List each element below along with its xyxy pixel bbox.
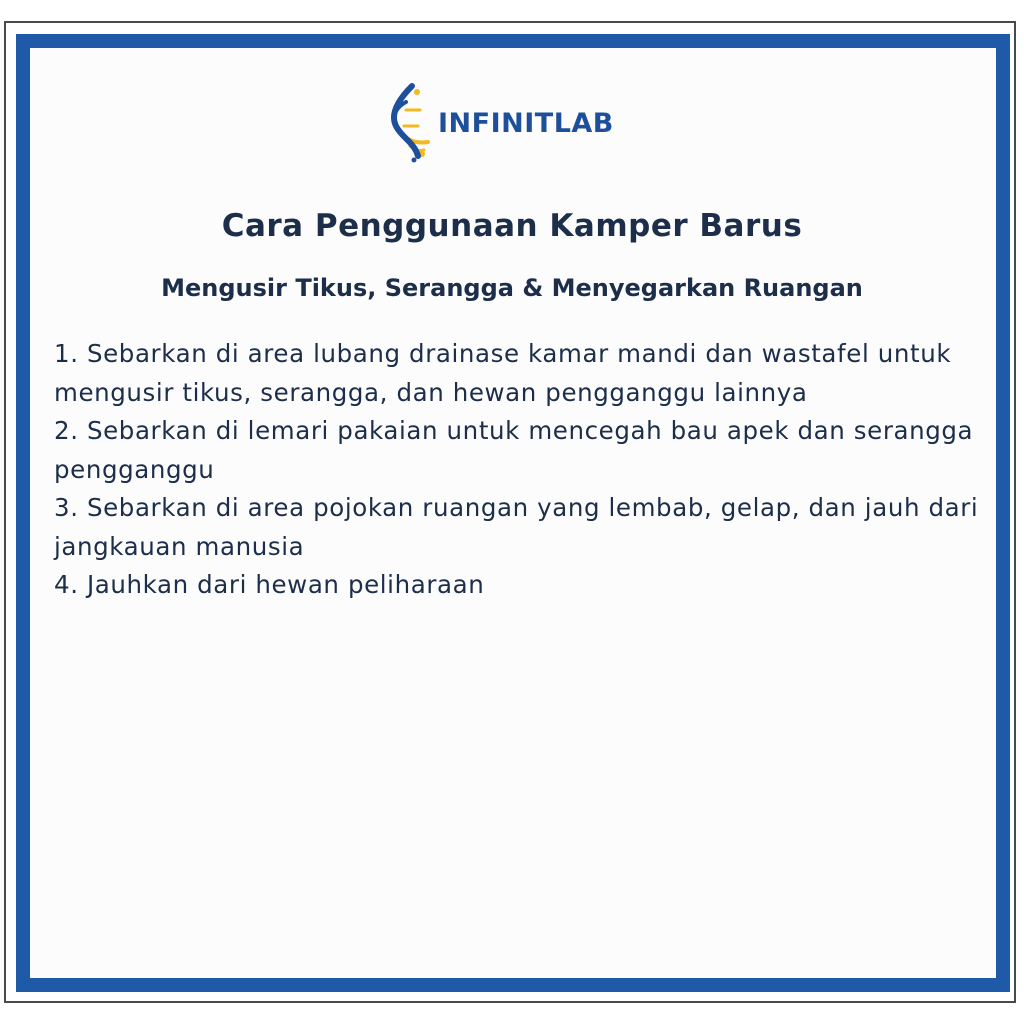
step-item-1: 1. Sebarkan di area lubang drainase kamar mandi dan wastafel untuk mengusir tikus, serangga, dan hewan pengganggu lainnya (54, 339, 952, 407)
step-item-4: 4. Jauhkan dari hewan peliharaan (54, 570, 485, 599)
brand-name: INFINITLAB (438, 107, 614, 139)
usage-steps-list (54, 335, 984, 605)
dna-helix-icon (384, 80, 436, 166)
page-title: Cara Penggunaan Kamper Barus (221, 208, 803, 244)
brand-logo (384, 80, 614, 166)
step-item-3: 3. Sebarkan di area pojokan ruangan yang lembab, gelap, dan jauh dari jangkauan manusia (54, 493, 979, 561)
step-item-2: 2. Sebarkan di lemari pakaian untuk mencegah bau apek dan serangga pengganggu (54, 416, 974, 484)
page-subtitle: Mengusir Tikus, Serangga & Menyegarkan Ruangan (161, 274, 863, 302)
